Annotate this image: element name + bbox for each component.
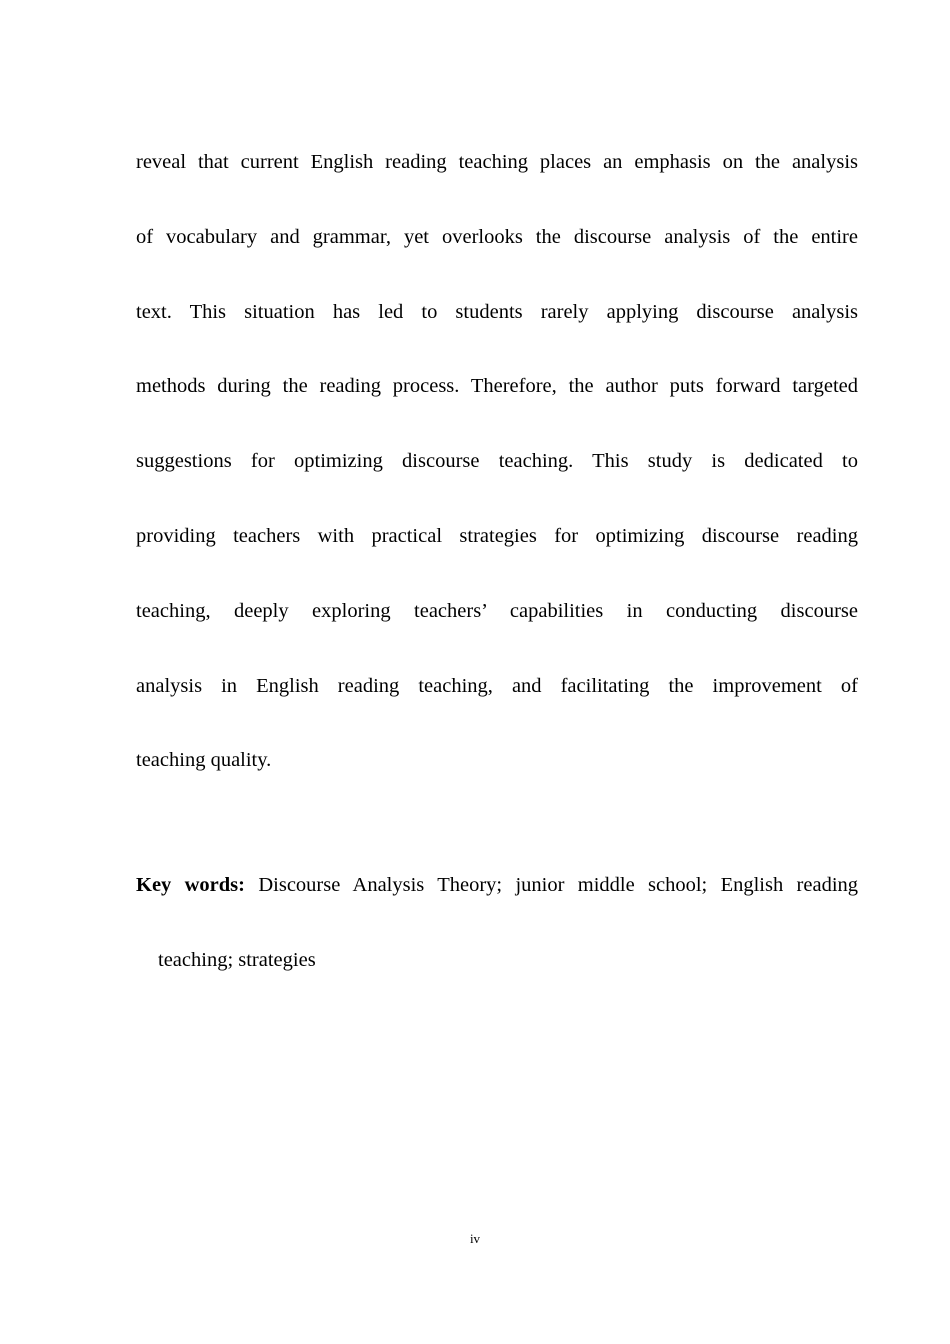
abstract-line-3: text. This situation has led to students rarely applying discourse analysis xyxy=(136,300,858,323)
keywords-block xyxy=(136,860,858,1010)
page-number: iv xyxy=(469,1231,481,1246)
abstract-line-2: of vocabulary and grammar, yet overlooks the discourse analysis of the entire xyxy=(136,225,858,248)
abstract-paragraph xyxy=(136,137,858,810)
abstract-line-8: analysis in English reading teaching, and facilitating the improvement of xyxy=(136,674,858,697)
keywords-line-1 xyxy=(136,860,858,935)
keywords-text-1: Discourse Analysis Theory; junior middle school; English reading xyxy=(258,874,859,896)
keywords-line-2: teaching; strategies xyxy=(158,948,316,971)
abstract-line-5: suggestions for optimizing discourse teaching. This study is dedicated to xyxy=(136,450,858,473)
abstract-line-4: methods during the reading process. Therefore, the author puts forward targeted xyxy=(136,375,858,398)
abstract-line-1: reveal that current English reading teaching places an emphasis on the analysis xyxy=(136,151,858,173)
abstract-line-6: providing teachers with practical strategies for optimizing discourse reading xyxy=(136,524,858,547)
abstract-line-9: teaching quality. xyxy=(136,749,272,772)
abstract-line-7: teaching, deeply exploring teachers’ capabilities in conducting discourse xyxy=(136,599,858,622)
keywords-label: Key words: xyxy=(136,874,245,896)
